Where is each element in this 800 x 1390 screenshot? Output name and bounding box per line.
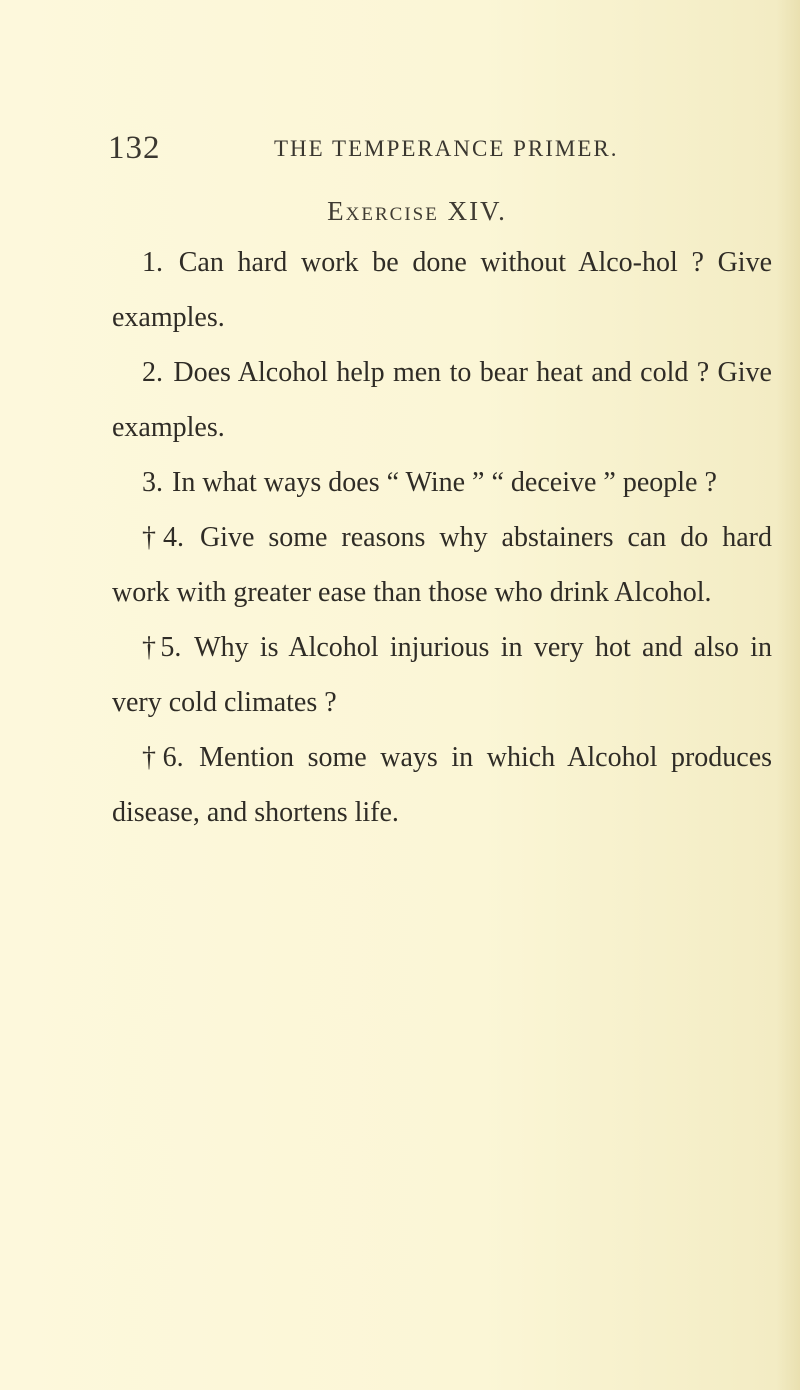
question-text: Mention some ways in which Alcohol produces disease, and shortens life. [112, 742, 773, 828]
question-text: Give some reasons why abstainers can do hard work with greater ease than those who drink Alcohol. [112, 522, 772, 608]
question-text: In what ways does “ Wine ” “ deceive ” people ? [172, 467, 717, 498]
running-head [108, 130, 628, 166]
question-number: 2. [142, 357, 163, 388]
question-item [112, 510, 772, 620]
page-number: 132 [108, 130, 161, 166]
question-number: †4. [142, 522, 184, 553]
question-number: †5. [142, 632, 182, 663]
question-text: Why is Alcohol injurious in very hot and also in very cold climates ? [112, 632, 773, 718]
exercise-heading: Exercise XIV. [327, 196, 507, 226]
question-number: 1. [142, 247, 163, 278]
running-title: THE TEMPERANCE PRIMER. [274, 136, 619, 161]
question-text: Can hard work be done without Alco-hol ? Give examples. [112, 247, 773, 333]
question-item [112, 235, 772, 345]
question-text: Does Alcohol help men to bear heat and cold ? Give examples. [112, 357, 772, 443]
question-list [112, 235, 772, 840]
question-item [112, 730, 772, 840]
question-number: †6. [142, 742, 184, 773]
question-item [112, 455, 772, 510]
question-item [112, 620, 772, 730]
question-number: 3. [142, 467, 163, 498]
question-item [112, 345, 772, 455]
